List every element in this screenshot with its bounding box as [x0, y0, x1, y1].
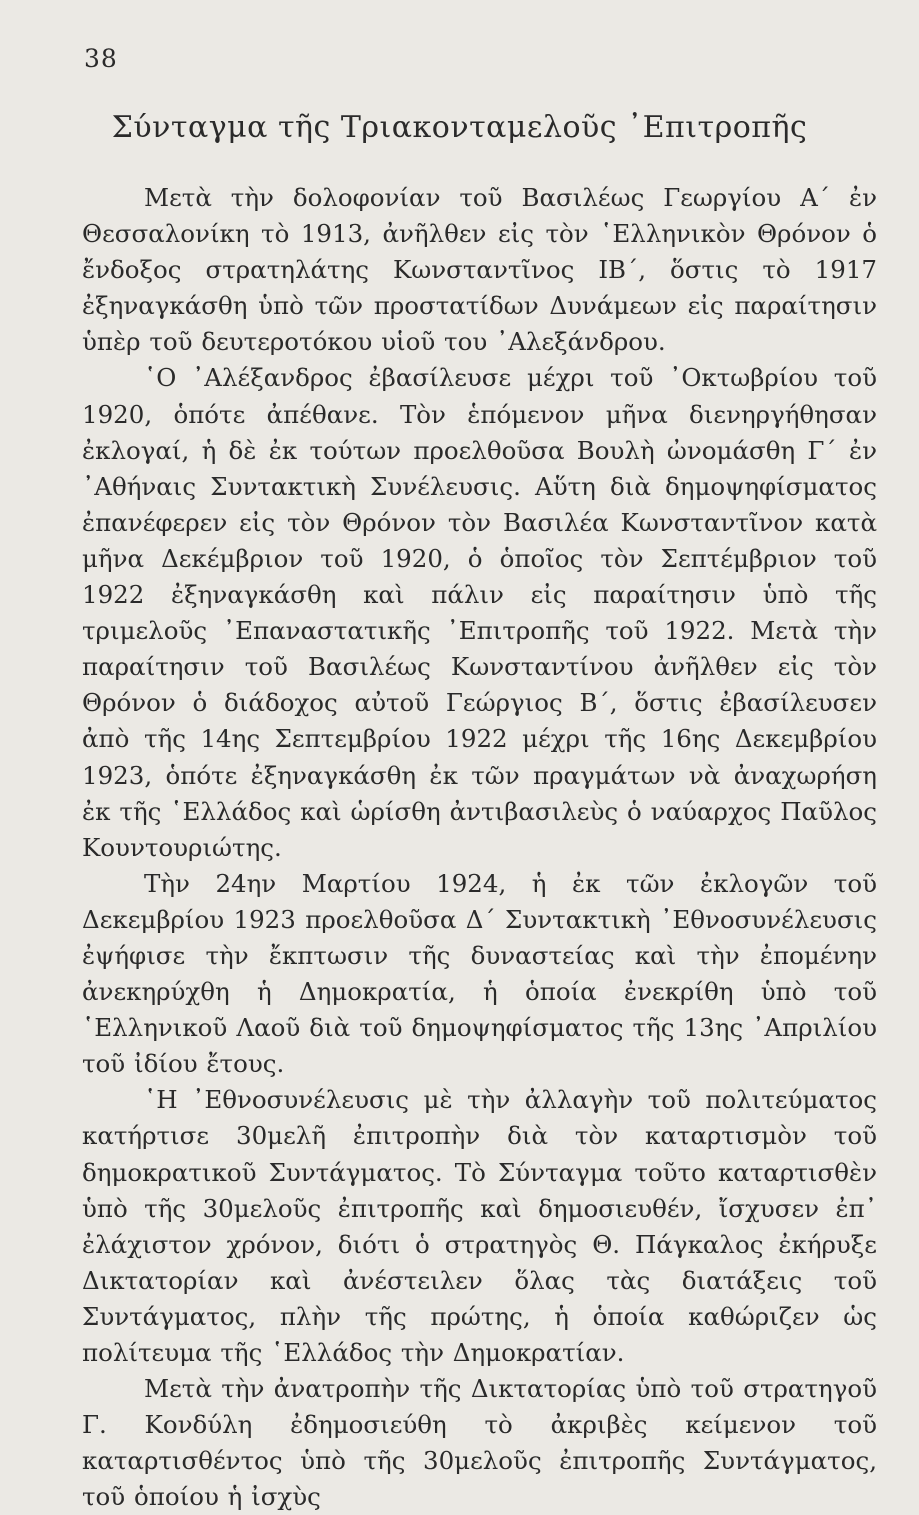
paragraph-1: Μετὰ τὴν δολοφονίαν τοῦ Βασιλέως Γεωργίου Α΄ ἐν Θεσσαλονίκη τὸ 1913, ἀνῆλθεν εἰς τὸν ῾Ελληνικὸν Θρόνον ὁ ἔνδοξος στρατηλάτης Κωνσταντῖνος ΙΒ΄, ὅστις τὸ 1917 ἐξηναγκάσθη ὑπὸ τῶν προστατίδων Δυνάμεων εἰς παραίτησιν ὑπὲρ τοῦ δευτεροτόκου υἱοῦ του ᾿Αλεξάνδρου.	[82, 183, 877, 357]
page-number: 38	[84, 44, 118, 73]
paragraph-3: Τὴν 24ην Μαρτίου 1924, ἡ ἐκ τῶν ἐκλογῶν τοῦ Δεκεμβρίου 1923 προελθοῦσα Δ΄ Συντακτικὴ ᾿Εθνοσυνέλευσις ἐψήφισε τὴν ἔκπτωσιν τῆς δυναστείας καὶ τὴν ἐπομένην ἀνεκηρύχθη ἡ Δημοκρατία, ἡ ὁποία ἐνεκρίθη ὑπὸ τοῦ ῾Ελληνικοῦ Λαοῦ διὰ τοῦ δημοψηφίσματος τῆς 13ης ᾿Απριλίου τοῦ ἰδίου ἔτους.	[82, 868, 877, 1079]
paragraph-2: ῾Ο ᾿Αλέξανδρος ἐβασίλευσε μέχρι τοῦ ᾿Οκτωβρίου τοῦ 1920, ὁπότε ἀπέθανε. Τὸν ἑπόμενον μῆνα διενηργήθησαν ἐκλογαί, ἡ δὲ ἐκ τούτων προελθοῦσα Βουλὴ ὠνομάσθη Γ΄ ἐν ᾿Αθήναις Συντακτικὴ Συνέλευσις. Αὕτη διὰ δημοψηφίσματος ἐπανέφερεν εἰς τὸν Θρόνον τὸν Βασιλέα Κωνσταντῖνον κατὰ μῆνα Δεκέμβριον τοῦ 1920, ὁ ὁποῖος τὸν Σεπτέμβριον τοῦ 1922 ἐξηναγκάσθη καὶ πάλιν εἰς παραίτησιν ὑπὸ τῆς τριμελοῦς ᾿Επαναστατικῆς ᾿Επιτροπῆς τοῦ 1922. Μετὰ τὴν παραίτησιν τοῦ Βασιλέως Κωνσταντίνου ἀνῆλθεν εἰς τὸν Θρόνον ὁ διάδοχος αὐτοῦ Γεώργιος Β΄, ὅστις ἐβασίλευσεν ἀπὸ τῆς 14ης Σεπτεμβρίου 1922 μέχρι τῆς 16ης Δεκεμβρίου 1923, ὁπότε ἐξηναγκάσθη ἐκ τῶν πραγμάτων νὰ ἀναχωρήση ἐκ τῆς ῾Ελλάδος καὶ ὡρίσθη ἀντιβασιλεὺς ὁ ναύαρχος Παῦλος Κουντουριώτης.	[82, 363, 877, 862]
chapter-title: Σύνταγμα τῆς Τριακονταμελοῦς ᾿Επιτροπῆς	[111, 110, 808, 145]
body-text	[82, 180, 877, 1515]
paragraph-4: ῾Η ᾿Εθνοσυνέλευσις μὲ τὴν ἀλλαγὴν τοῦ πολιτεύματος κατήρτισε 30μελῆ ἐπιτροπὴν διὰ τὸν καταρτισμὸν τοῦ δημοκρατικοῦ Συντάγματος. Τὸ Σύνταγμα τοῦτο καταρτισθὲν ὑπὸ τῆς 30μελοῦς ἐπιτροπῆς καὶ δημοσιευθέν, ἴσχυσεν ἐπ᾿ ἐλάχιστον χρόνον, διότι ὁ στρατηγὸς Θ. Πάγκαλος ἐκήρυξε Δικτατορίαν καὶ ἀνέστειλεν ὅλας τὰς διατάξεις τοῦ Συντάγματος, πλὴν τῆς πρώτης, ἡ ὁποία καθώριζεν ὡς πολίτευμα τῆς ῾Ελλάδος τὴν Δημοκρατίαν.	[82, 1085, 877, 1367]
paragraph-5: Μετὰ τὴν ἀνατροπὴν τῆς Δικτατορίας ὑπὸ τοῦ στρατηγοῦ Γ. Κονδύλη ἐδημοσιεύθη τὸ ἀκριβὲς κείμενον τοῦ καταρτισθέντος ὑπὸ τῆς 30μελοῦς ἐπιτροπῆς Συντάγματος, τοῦ ὁποίου ἡ ἰσχὺς	[82, 1374, 877, 1512]
